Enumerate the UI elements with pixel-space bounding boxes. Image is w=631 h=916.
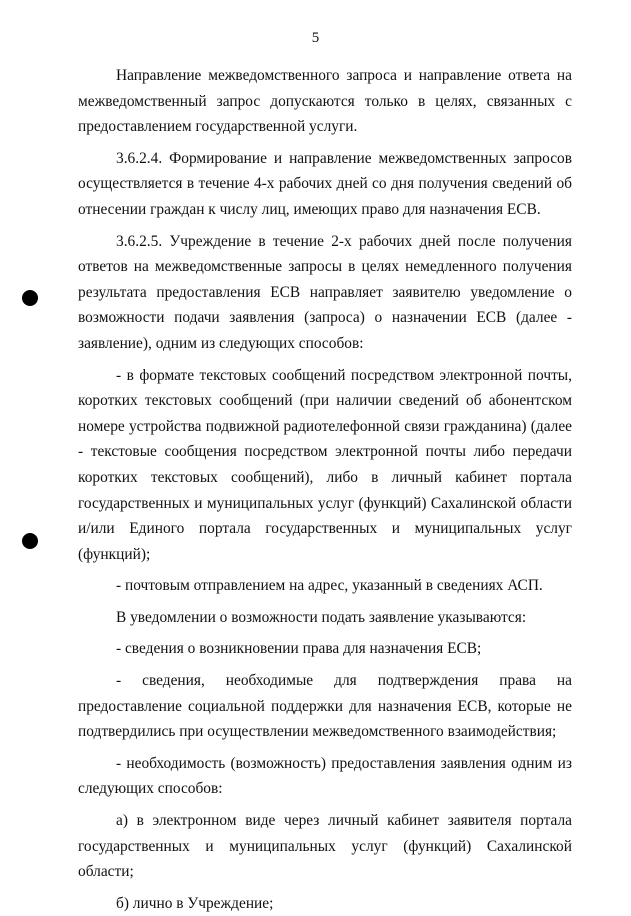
punch-hole-top [22, 290, 38, 306]
page-number: 5 [311, 30, 320, 46]
paragraph: Направление межведомственного запроса и направление ответа на межведомственный запрос допускаются только в целях, связанных с предоставлением государственной услуги. [78, 67, 572, 136]
paragraph: - сведения о возникновении права для назначения ЕСВ; [116, 640, 482, 658]
paragraph: а) в электронном виде через личный кабинет заявителя портала государственных и муниципальных услуг (функций) Сахалинской области; [78, 812, 572, 881]
paragraph: - в формате текстовых сообщений посредством электронной почты, коротких текстовых сообщений (при наличии сведений об абонентском номере устройства подвижной радиотелефонной связи гражданина) (далее - текстовые сообщения посредством электронной почты либо передачи коротких текстовых сообщений), либо в личный кабинет портала государственных и муниципальных услуг (функций) Сахалинской области и/или Единого портала государственных и муниципальных услуг (функций); [78, 366, 572, 563]
paragraph: 3.6.2.5. Учреждение в течение 2-х рабочих дней после получения ответов на межведомственные запросы в целях немедленного получения результата предоставления ЕСВ направляет заявителю уведомление о возможности подачи заявления (запроса) о назначении ЕСВ (далее - заявление), одним из следующих способов: [78, 232, 572, 352]
paragraph: - сведения, необходимые для подтверждения права на предоставление социальной поддержки для назначения ЕСВ, которые не подтвердились при осуществлении межведомственного взаимодействия; [78, 672, 572, 741]
document-body [78, 63, 572, 916]
paragraph: б) лично в Учреждение; [116, 894, 274, 912]
punch-hole-bottom [22, 533, 38, 549]
paragraph: 3.6.2.4. Формирование и направление межведомственных запросов осуществляется в течение 4-х рабочих дней со дня получения сведений об отнесении граждан к числу лиц, имеющих право для назначения ЕСВ. [78, 149, 572, 218]
paragraph: - почтовым отправлением на адрес, указанный в сведениях АСП. [116, 577, 543, 595]
paragraph: - необходимость (возможность) предоставления заявления одним из следующих способов: [78, 754, 572, 798]
paragraph: В уведомлении о возможности подать заявление указываются: [116, 608, 527, 626]
